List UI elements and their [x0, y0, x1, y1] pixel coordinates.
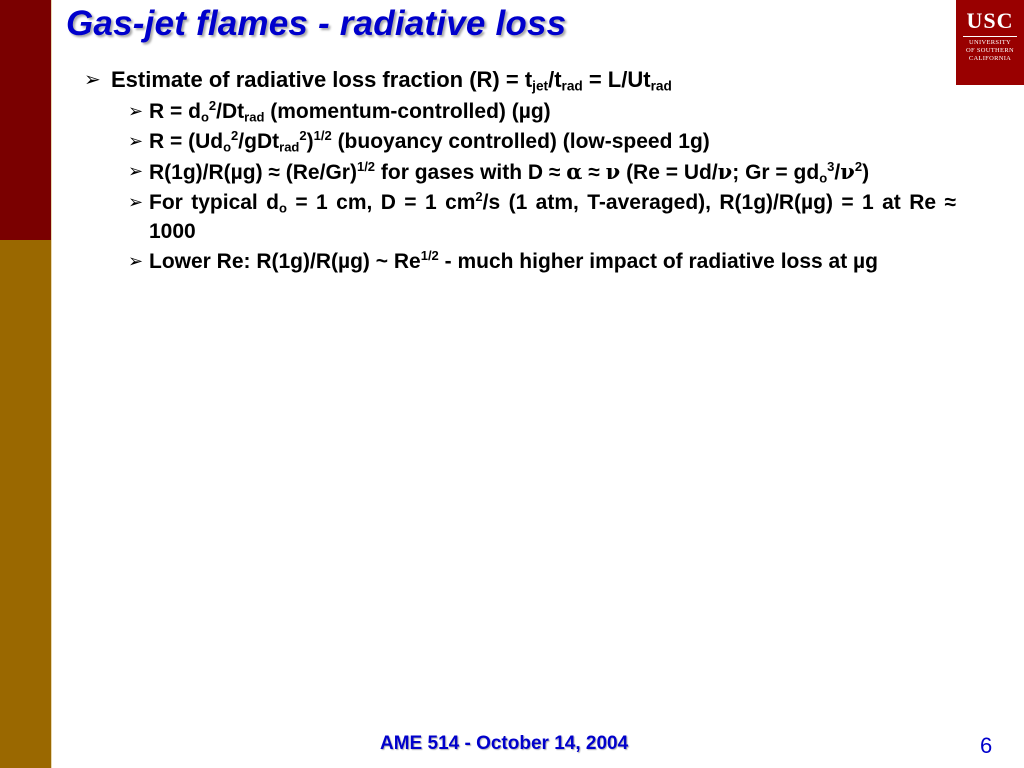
subbullet-arrow-icon: ➢: [128, 101, 144, 122]
subbullet-ratio-re-gr: [80, 157, 956, 187]
alpha-symbol: α: [566, 159, 583, 184]
subbullet-typical-values: [80, 188, 956, 246]
superscript: 1/2: [313, 128, 332, 144]
nu-symbol: ν: [840, 159, 855, 184]
subbullet-arrow-icon: ➢: [128, 161, 144, 182]
text-run: /Dt: [216, 100, 245, 123]
subscript: jet: [532, 78, 549, 94]
text-run: R = (Ud: [149, 130, 224, 153]
text-run: /s (1 atm, T-averaged), R(1g)/R(µg) = 1 at Re ≈ 1000: [149, 191, 956, 243]
subscript: o: [819, 170, 828, 186]
superscript: 1/2: [420, 248, 439, 264]
text-run: - much higher impact of radiative loss at µg: [438, 250, 878, 273]
bullet-arrow-icon: ➢: [84, 67, 101, 91]
superscript: 2: [231, 128, 239, 144]
text-run: (Re = Ud/: [620, 161, 718, 184]
usc-logo: [956, 0, 1024, 85]
sidebar-maroon-band: [0, 0, 51, 240]
text-run: ): [862, 161, 870, 184]
nu-symbol: ν: [605, 159, 621, 184]
subscript: rad: [279, 139, 300, 155]
superscript: 1/2: [356, 159, 376, 175]
text-run: R = d: [149, 100, 201, 123]
logo-subtext-1: UNIVERSITY: [969, 39, 1011, 46]
text-run: For typical d: [149, 191, 280, 214]
logo-text: USC: [966, 8, 1014, 33]
slide-footer: AME 514 - October 14, 2004: [380, 733, 629, 754]
page-number: 6: [980, 733, 993, 758]
subscript: rad: [561, 78, 583, 94]
slide-body: [80, 64, 956, 277]
subscript: o: [279, 200, 287, 216]
sidebar-gold-band: [0, 240, 51, 768]
subbullet-arrow-icon: ➢: [128, 192, 144, 213]
subscript: rad: [650, 78, 672, 94]
logo-subtext-3: CALIFORNIA: [968, 55, 1012, 62]
superscript: 3: [827, 159, 835, 175]
subbullet-arrow-icon: ➢: [128, 251, 144, 272]
text-run: = 1 cm, D = 1 cm: [286, 191, 476, 214]
subbullet-arrow-icon: ➢: [128, 131, 144, 152]
text-run: /: [834, 161, 841, 184]
superscript: 2: [475, 189, 483, 205]
sidebar-edge-line: [51, 0, 52, 768]
subscript: o: [200, 109, 209, 125]
logo-divider: [963, 36, 1017, 37]
text-run: Lower Re: R(1g)/R(µg) ~ Re: [149, 250, 421, 273]
nu-symbol: ν: [717, 159, 733, 184]
slide-title: Gas-jet flames - radiative loss: [66, 4, 567, 43]
text-run: Estimate of radiative loss fraction (R) = t: [111, 67, 533, 92]
text-run: (buoyancy controlled) (low-speed 1g): [331, 130, 710, 153]
text-run: ≈: [582, 161, 606, 184]
text-run: R(1g)/R(µg) ≈ (Re/Gr): [149, 161, 357, 184]
subbullet-lower-re: [80, 247, 956, 276]
text-run: /t: [548, 67, 562, 92]
subscript: o: [223, 139, 232, 155]
text-run: = L/Ut: [582, 67, 651, 92]
text-run: /gDt: [238, 130, 280, 153]
text-run: for gases with D ≈: [375, 161, 567, 184]
superscript: 2: [208, 98, 217, 114]
text-run: (momentum-controlled) (µg): [264, 100, 551, 123]
superscript: 2: [854, 159, 863, 175]
bullet-radiative-loss-fraction: [80, 64, 956, 95]
subbullet-buoyancy-controlled: [80, 127, 956, 156]
text-run: ; Gr = gd: [732, 161, 820, 184]
subscript: rad: [244, 109, 265, 125]
text-run: ): [306, 130, 314, 153]
subbullet-momentum-controlled: [80, 97, 956, 126]
superscript: 2: [299, 128, 307, 144]
logo-subtext-2: OF SOUTHERN: [966, 47, 1014, 54]
